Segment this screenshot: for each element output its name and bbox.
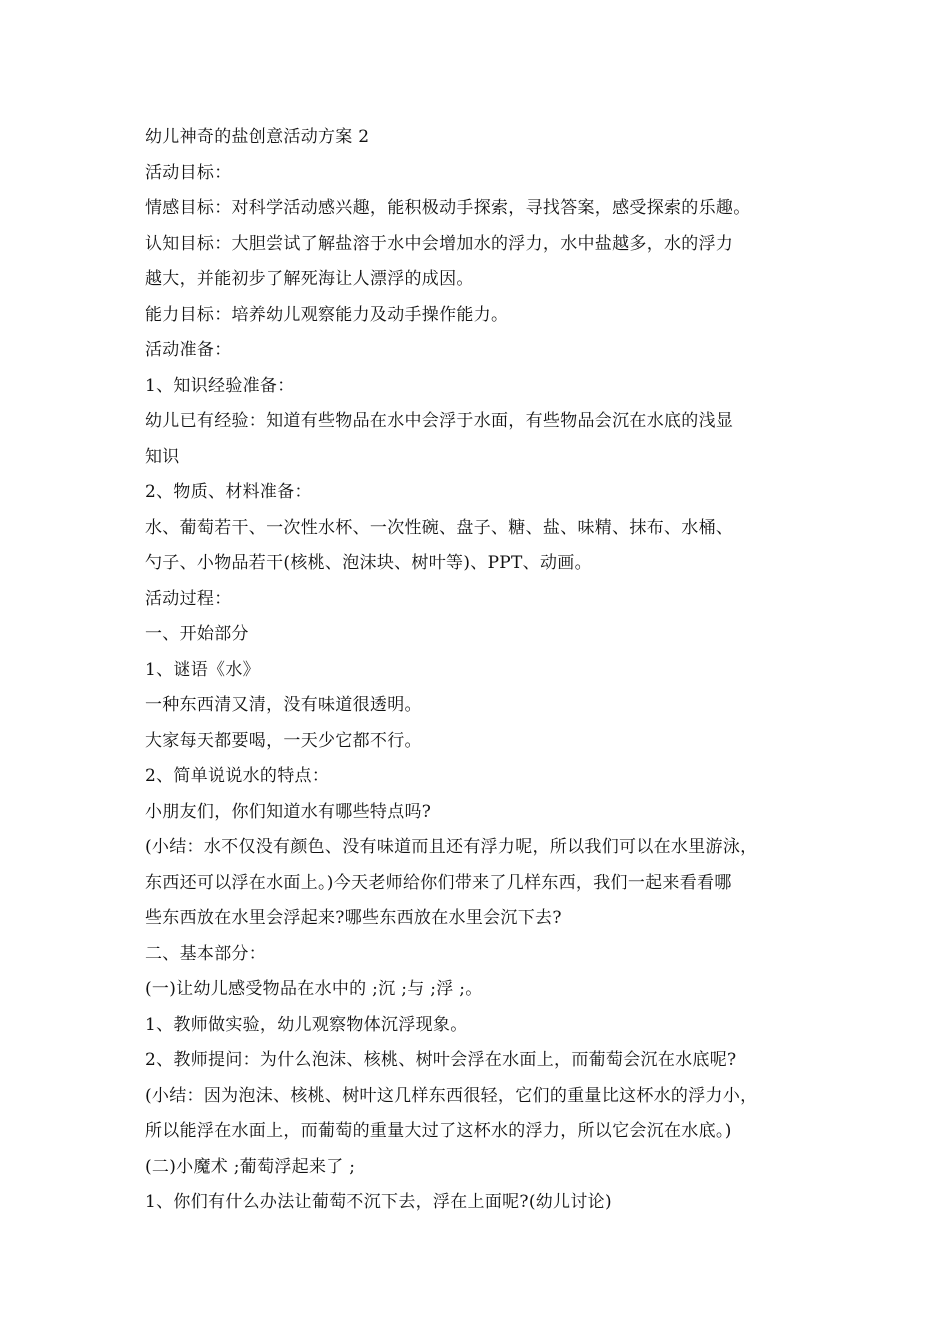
- paragraph-line: 幼儿已有经验：知道有些物品在水中会浮于水面，有些物品会沉在水底的浅显: [145, 411, 734, 431]
- paragraph-line: 2、简单说说水的特点：: [145, 766, 330, 786]
- paragraph-line: 东西还可以浮在水面上。)今天老师给你们带来了几样东西，我们一起来看看哪: [145, 872, 732, 893]
- document-page: [145, 120, 815, 1221]
- paragraph-line: 2、物质、材料准备：: [145, 482, 312, 502]
- paragraph-line: 1、知识经验准备：: [145, 375, 295, 396]
- heading-activity-preparation: 活动准备：: [145, 340, 232, 360]
- paragraph-line: 一、开始部分: [145, 624, 249, 644]
- paragraph-line: 越大，并能初步了解死海让人漂浮的成因。: [145, 269, 474, 289]
- paragraph-line: (一)让幼儿感受物品在水中的 ;沉 ;与 ;浮 ;。: [145, 979, 483, 999]
- paragraph-line: 小朋友们，你们知道水有哪些特点吗?: [145, 801, 432, 822]
- paragraph-line: 知识: [145, 446, 180, 467]
- paragraph-line: (小结：水不仅没有颜色、没有味道而且还有浮力呢，所以我们可以在水里游泳，: [145, 837, 758, 857]
- paragraph-line: (二)小魔术 ;葡萄浮起来了 ;: [145, 1156, 356, 1177]
- paragraph-line: 大家每天都要喝，一天少它都不行。: [145, 730, 422, 751]
- paragraph-line: 1、教师做实验，幼儿观察物体沉浮现象。: [145, 1014, 468, 1035]
- paragraph-line: 些东西放在水里会浮起来?哪些东西放在水里会沉下去?: [145, 908, 562, 928]
- heading-activity-goals: 活动目标：: [145, 162, 232, 183]
- paragraph-line: 1、你们有什么办法让葡萄不沉下去，浮在上面呢?(幼儿讨论): [145, 1192, 612, 1212]
- paragraph-line: 认知目标：大胆尝试了解盐溶于水中会增加水的浮力，水中盐越多，水的浮力: [145, 233, 734, 254]
- paragraph-line: 能力目标：培养幼儿观察能力及动手操作能力。: [145, 304, 509, 325]
- paragraph-line: 2、教师提问：为什么泡沫、核桃、树叶会浮在水面上，而葡萄会沉在水底呢?: [145, 1050, 737, 1070]
- paragraph-line: 所以能浮在水面上，而葡萄的重量大过了这杯水的浮力，所以它会沉在水底。): [145, 1121, 732, 1141]
- paragraph-line: 一种东西清又清，没有味道很透明。: [145, 695, 422, 715]
- paragraph-line: 勺子、小物品若干(核桃、泡沫块、树叶等)、PPT、动画。: [145, 553, 592, 573]
- paragraph-line: (小结：因为泡沫、核桃、树叶这几样东西很轻，它们的重量比这杯水的浮力小，: [145, 1085, 758, 1106]
- paragraph-line: 情感目标：对科学活动感兴趣，能积极动手探索，寻找答案，感受探索的乐趣。: [145, 198, 751, 218]
- paragraph-line: 1、谜语《水》: [145, 659, 260, 680]
- heading-activity-process: 活动过程：: [145, 588, 232, 609]
- paragraph-line: 水、葡萄若干、一次性水杯、一次性碗、盘子、糖、盐、味精、抹布、水桶、: [145, 517, 734, 538]
- paragraph-line: 二、基本部分：: [145, 943, 267, 964]
- document-title: 幼儿神奇的盐创意活动方案 2: [145, 127, 370, 147]
